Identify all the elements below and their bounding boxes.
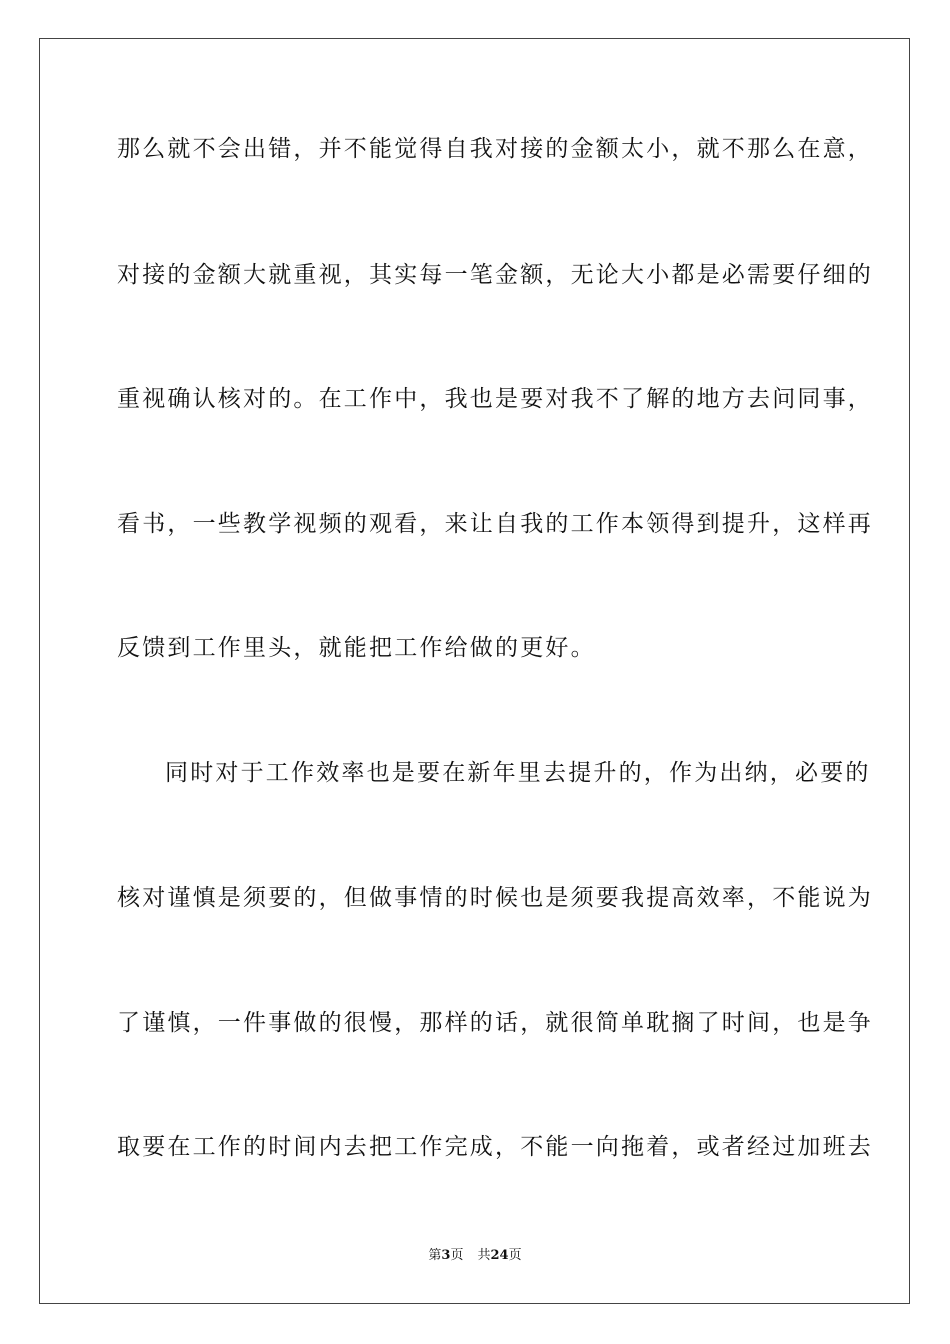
- body-text-line: 重视确认核对的。在工作中，我也是要对我不了解的地方去问同事，: [117, 386, 873, 412]
- body-text-line: 反馈到工作里头，就能把工作给做的更好。: [117, 635, 596, 661]
- page-footer: [0, 1247, 950, 1265]
- body-text-line: 那么就不会出错，并不能觉得自我对接的金额太小，就不那么在意，: [117, 136, 873, 162]
- page-number: 3: [441, 1248, 451, 1263]
- body-text-line: 核对谨慎是须要的，但做事情的时候也是须要我提高效率，不能说为: [117, 885, 873, 911]
- body-text-line: 取要在工作的时间内去把工作完成，不能一向拖着，或者经过加班去: [117, 1134, 873, 1160]
- page-suffix: 页: [450, 1248, 464, 1263]
- body-text-line: 了谨慎，一件事做的很慢，那样的话，就很简单耽搁了时间，也是争: [117, 1010, 873, 1036]
- total-prefix: 共: [477, 1248, 491, 1263]
- body-text-line: 看书，一些教学视频的观看，来让自我的工作本领得到提升，这样再: [117, 511, 873, 537]
- paragraph-first-line: 同时对于工作效率也是要在新年里去提升的，作为出纳，必要的: [165, 760, 871, 786]
- page-prefix: 第: [428, 1248, 442, 1263]
- body-text-line: 对接的金额大就重视，其实每一笔金额，无论大小都是必需要仔细的: [117, 262, 873, 288]
- total-pages: 24: [490, 1248, 509, 1263]
- page-border: [39, 38, 910, 1304]
- total-suffix: 页: [508, 1248, 522, 1263]
